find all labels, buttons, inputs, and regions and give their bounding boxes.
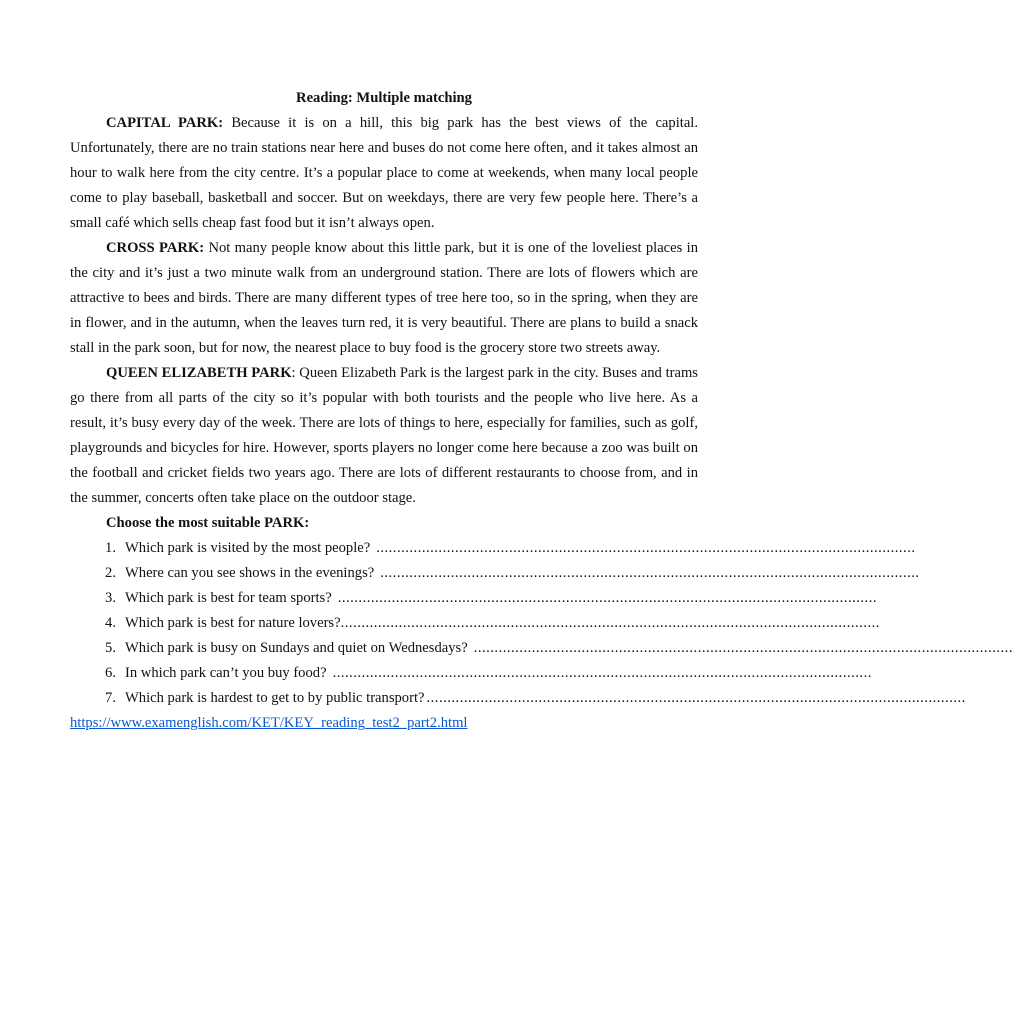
answer-blank: .................................................................................................................................. [376, 540, 916, 556]
question-text: Which park is best for nature lovers? [125, 615, 341, 631]
paragraph-queen-elizabeth-park [70, 361, 698, 511]
question-item [70, 561, 920, 586]
answer-blank: .................................................................................................................................. [426, 690, 966, 706]
question-text: Which park is busy on Sundays and quiet on Wednesdays? [125, 640, 468, 656]
question-list [70, 536, 1013, 711]
question-number: 6. [105, 665, 116, 681]
source-link[interactable]: https://www.examenglish.com/KET/KEY_reading_test2_part2.html [70, 715, 468, 731]
question-item [70, 686, 966, 711]
question-number: 5. [105, 640, 116, 656]
answer-blank: .................................................................................................................................. [332, 665, 872, 681]
answer-blank: .................................................................................................................................. [473, 640, 1013, 656]
paragraph-text: Not many people know about this little park, but it is one of the loveliest places in the city and it’s just a two minute walk from an underground station. There are lots of flowers which are attractive to bees and birds. There are many different types of tree here too, so in the spring, when they are in flower, and in the autumn, when the leaves turn red, it is very beautiful. There are plans to build a snack stall in the park soon, but for now, the nearest place to buy food is the grocery store two streets away. [70, 240, 698, 356]
answer-blank: .................................................................................................................................. [340, 615, 880, 631]
paragraph-text: Because it is on a hill, this big park has the best views of the capital. Unfortunately, there are no train stations near here and buses do not come here often, and it takes almost an hour to walk here from the city centre. It’s a popular place to come at weekends, when many local people come to play baseball, basketball and soccer. But on weekdays, there are very few people here. There’s a small café which sells cheap fast food but it isn’t always open. [70, 115, 698, 231]
question-item [70, 586, 877, 611]
question-number: 2. [105, 565, 116, 581]
question-text: In which park can’t you buy food? [125, 665, 327, 681]
question-text: Which park is visited by the most people? [125, 540, 371, 556]
question-item [70, 636, 1013, 661]
answer-blank: .................................................................................................................................. [380, 565, 920, 581]
question-item [70, 536, 916, 561]
question-text: Which park is hardest to get to by public transport? [125, 690, 425, 706]
question-number: 4. [105, 615, 116, 631]
answer-blank: .................................................................................................................................. [337, 590, 877, 606]
question-item [70, 611, 880, 636]
question-text: Which park is best for team sports? [125, 590, 332, 606]
paragraph-text: : Queen Elizabeth Park is the largest park in the city. Buses and trams go there from all parts of the city so it’s popular with both tourists and the people who live here. As a result, it’s busy every day of the week. There are lots of things to here, especially for families, such as golf, playgrounds and bicycles for hire. However, sports players no longer come here because a zoo was built on the football and cricket fields two years ago. There are lots of different restaurants to choose from, and in the summer, concerts often take place on the outdoor stage. [70, 365, 698, 506]
paragraph-capital-park [70, 111, 698, 236]
paragraph-heading: QUEEN ELIZABETH PARK [106, 365, 292, 381]
question-number: 3. [105, 590, 116, 606]
page-title: Reading: Multiple matching [296, 90, 472, 106]
paragraph-heading: CAPITAL PARK: [106, 115, 224, 131]
question-item [70, 661, 872, 686]
question-prompt: Choose the most suitable PARK: [106, 515, 310, 531]
paragraph-cross-park [70, 236, 698, 361]
question-number: 7. [105, 690, 116, 706]
question-number: 1. [105, 540, 116, 556]
question-text: Where can you see shows in the evenings? [125, 565, 375, 581]
paragraph-heading: CROSS PARK: [106, 240, 205, 256]
document-page [70, 86, 1013, 736]
